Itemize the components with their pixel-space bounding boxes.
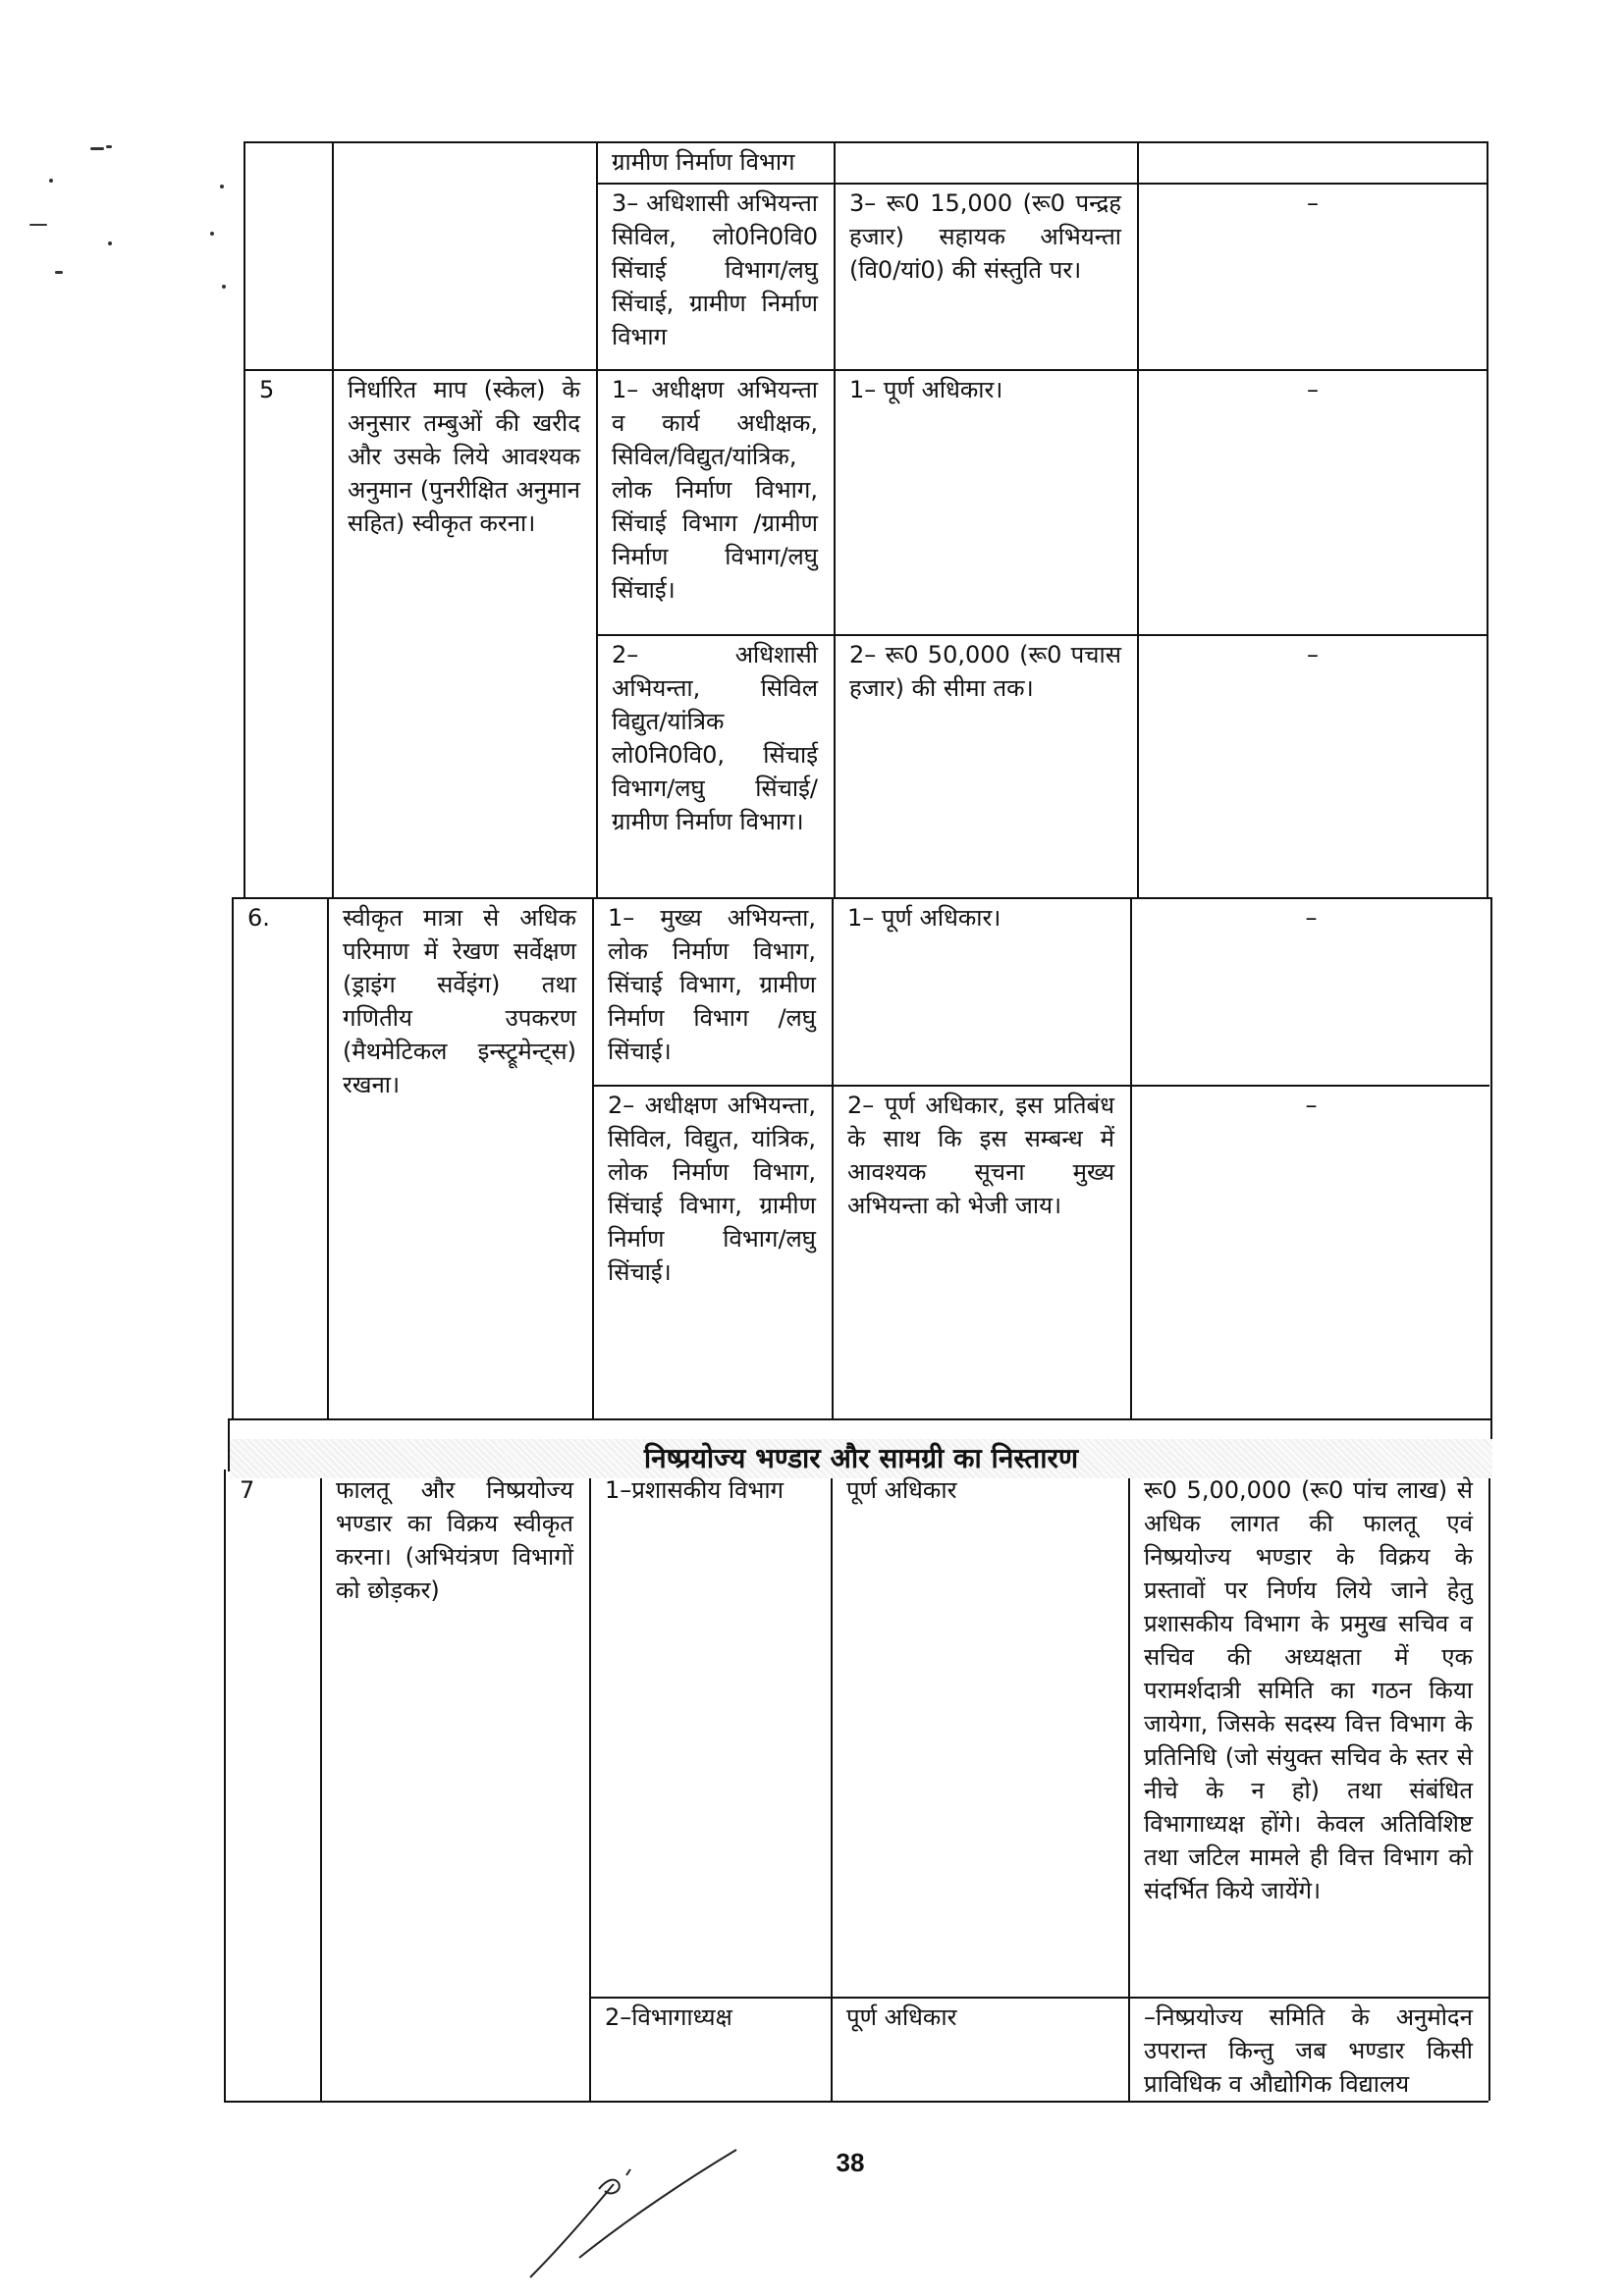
remarks-cell: –निष्प्रयोज्य समिति के अनुमोदन उपरान्त किन्तु जब भण्डार किसी प्राविधिक व औद्योगिक विद्यालय <box>1144 2003 1473 2098</box>
authority-cell: 1–प्रशासकीय विभाग <box>605 1476 784 1504</box>
authority-cell: 3– अधिशासी अभियन्ता सिविल, लो0नि0वि0 सिंचाई विभाग/लघु सिंचाई, ग्रामीण निर्माण विभाग <box>612 189 818 350</box>
section-heading: निष्प्रयोज्य भण्डार और सामग्री का निस्तारण <box>643 1442 1079 1474</box>
subject-cell: निर्धारित माप (स्केल) के अनुसार तम्बुओं की खरीद और उसके लिये आवश्यक अनुमान (पुनरीक्षित अनुमान सहित) स्वीकृत करना। <box>348 376 580 537</box>
serial-number-cell: 5 <box>259 376 275 403</box>
subject-cell: फालतू और निष्प्रयोज्य भण्डार का विक्रय स्वीकृत करना। (अभियंत्रण विभागों को छोड़कर) <box>336 1476 573 1604</box>
table-rule <box>1137 141 1139 897</box>
authority-cell: 2– अधीक्षण अभियन्ता, सिविल, विद्युत, यांत्रिक, लोक निर्माण विभाग, सिंचाई विभाग, ग्रामीण निर्माण विभाग/लघु सिंचाई। <box>608 1092 816 1286</box>
authority-cell: 2– अधिशासी अभियन्ता, सिविल विद्युत/यांत्रिक लो0नि0वि0, सिंचाई विभाग/लघु सिंचाई/ग्रामीण निर्माण विभाग। <box>612 641 818 835</box>
extent-cell: 1– पूर्ण अधिकार। <box>849 376 1003 403</box>
extent-cell: 2– रू0 50,000 (रू0 पचास हजार) की सीमा तक। <box>849 641 1121 702</box>
table-rule <box>1490 897 1492 1418</box>
table-rule <box>224 1469 226 2101</box>
extent-cell: 3– रू0 15,000 (रू0 पन्द्रह हजार) सहायक अभियन्ता (वि0/यां0) की संस्तुति पर। <box>849 189 1121 284</box>
serial-number-cell: 7 <box>240 1476 255 1504</box>
remarks-cell: – <box>1305 1092 1318 1119</box>
authority-cell: 1– मुख्य अभियन्ता, लोक निर्माण विभाग, सिंचाई विभाग, ग्रामीण निर्माण विभाग /लघु सिंचाई। <box>608 904 816 1065</box>
table-rule <box>243 141 1488 143</box>
serial-number-cell: 6. <box>247 904 270 932</box>
page-number: 38 <box>836 2148 865 2177</box>
table-rule <box>230 1418 1492 1420</box>
extent-cell: 2– पूर्ण अधिकार, इस प्रतिबंध के साथ कि इस सम्बन्ध में आवश्यक सूचना मुख्य अभियन्ता को भेजी जाय। <box>847 1092 1114 1219</box>
remarks-cell: रू0 5,00,000 (रू0 पांच लाख) से अधिक लागत की फालतू एवं निष्प्रयोज्य भण्डार के विक्रय के प्रस्तावों पर निर्णय लिये जाने हेतु प्रशासकीय विभाग के प्रमुख सचिव व सचिव की अध्यक्षता में एक परामर्शदात्री समिति का गठन किया जायेगा, जिसके सदस्य वित्त विभाग के प्रतिनिधि (जो संयुक्त सचिव के स्तर से नीचे के न हो) तथा संबंधित विभागाध्यक्ष होंगे। केवल अतिविशिष्ट तथा जटिल मामले ही वित्त विभाग को संदर्भित किये जायेंगे। <box>1144 1476 1473 1904</box>
table-rule <box>224 2101 1488 2103</box>
table-rule <box>1487 141 1488 897</box>
extent-cell: 1– पूर्ण अधिकार। <box>847 904 1001 932</box>
table-rule <box>1488 1469 1490 2101</box>
scan-margin-marks <box>0 0 59 2296</box>
signature-mark <box>520 2140 756 2287</box>
remarks-cell: – <box>1307 641 1319 668</box>
extent-cell: पूर्ण अधिकार <box>846 2003 957 2031</box>
authority-cell: 1– अधीक्षण अभियन्ता व कार्य अधीक्षक, सिविल/विद्युत/यांत्रिक, लोक निर्माण विभाग, सिंचाई विभाग /ग्रामीण निर्माण विभाग/लघु सिंचाई। <box>612 376 818 604</box>
table-rule <box>1130 897 1132 1418</box>
extent-cell: पूर्ण अधिकार <box>846 1476 957 1504</box>
remarks-cell: – <box>1305 904 1318 932</box>
authority-cell: ग्रामीण निर्माण विभाग <box>612 148 795 176</box>
table-rule <box>243 141 245 897</box>
authority-cell: 2–विभागाध्यक्ष <box>605 2003 732 2031</box>
subject-cell: स्वीकृत मात्रा से अधिक परिमाण में रेखण सर्वेक्षण (ड्राइंग सर्वेइंग) तथा गणितीय उपकरण (मैथमेटिकल इन्स्ट्रूमेन्ट्स) रखना। <box>343 904 576 1098</box>
remarks-cell: – <box>1307 376 1319 403</box>
table-rule <box>232 897 234 1418</box>
remarks-cell: – <box>1307 189 1319 217</box>
